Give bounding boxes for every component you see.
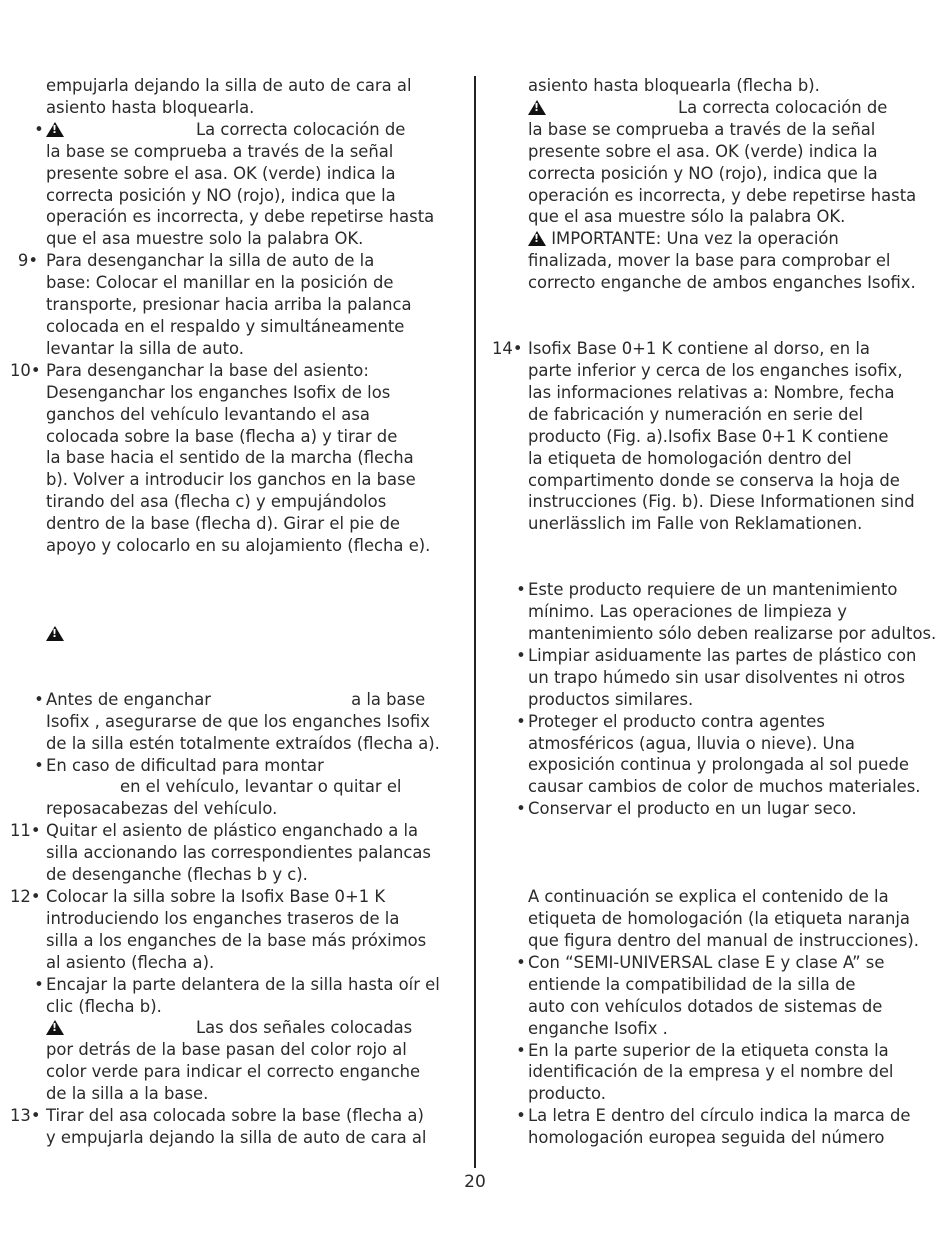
step-number: 14 (492, 339, 513, 359)
bullet-front-part: • Encajar la parte delantera de la silla hasta oír el clic (flecha b). (34, 974, 440, 1016)
bullet: • (516, 711, 526, 731)
step-13: 13• Tirar del asa colocada sobre la base (flecha a) y empujarla dejando la silla de auto de cara al (10, 1106, 427, 1147)
bullet: • (34, 755, 44, 775)
warning-icon (46, 626, 64, 641)
bullet: • (34, 689, 44, 709)
bullet: • (34, 119, 44, 139)
maintenance-item: • Este producto requiere de un mantenimiento mínimo. Las operaciones de limpieza y mantenimiento sólo deben realizarse por adultos. (516, 580, 937, 644)
step-10: 10• Para desenganchar la base del asiento: Desenganchar los enganches Isofix de los ganchos del vehículo levantando el asa colocada sobre la base (flecha a) y tirar de la base hacia el sentido de la marcha (flecha b). Volver a introducir los ganchos en la base tirando del asa (flecha c) y empujándolos dentro de la base (flecha d). Girar el pie de apoyo y colocarlo en su alojamiento (flecha e). (10, 360, 431, 556)
warning-icon (528, 231, 546, 246)
continued-paragraph: empujarla dejando la silla de auto de cara al asiento hasta bloquearla. (46, 76, 412, 117)
bullet: • (516, 580, 526, 600)
warning-icon (528, 100, 546, 115)
column-divider (474, 76, 476, 1168)
warning-icon (46, 1020, 64, 1035)
step-number: 9 (17, 251, 29, 271)
step-number: 10 (10, 360, 31, 380)
warning-signals: !Las dos señales colocadas por detrás de la base pasan del color rojo al color verde para indicar el correcto enganche de la silla a la base. (10, 1017, 460, 1105)
homologation-item: • Con “SEMI-UNIVERSAL clase E y clase A” se entiende la compatibilidad de la silla de auto con vehículos dotados de sistemas de enganche Isofix . (516, 952, 885, 1038)
bullet: • (516, 1106, 526, 1126)
homologation-intro: A continuación se explica el contenido de la etiqueta de homologación (la etiqueta naranja que figura dentro del manual de instrucciones). (528, 887, 919, 950)
warning-heading (10, 623, 460, 645)
bullet: • (516, 799, 526, 819)
step-number: 12 (10, 887, 31, 906)
bullet-difficulty: • En caso de dificultad para montar en el vehículo, levantar o quitar el reposacabezas del vehículo. (34, 755, 402, 819)
bullet: • (516, 645, 526, 665)
step-11: 11• Quitar el asiento de plástico enganchado a la silla accionando las correspondientes palancas de desenganche (flechas b y c). (10, 821, 431, 885)
right-column (492, 75, 942, 1149)
bullet: • (34, 974, 44, 994)
step-number: 13 (10, 1106, 31, 1126)
warning-base-check: • ! La correcta colocación de la base se comprueba a través de la señal presente sobre el asa. OK (verde) indica la correcta posición y NO (rojo), indica que la operación es incorrecta, y debe repetirse hasta que el asa muestre solo la palabra OK. (10, 119, 460, 250)
step-9: 9• Para desenganchar la silla de auto de la base: Colocar el manillar en la posición de transporte, presionar hacia arriba la palanca colocada en el respaldo y simultáneamente levantar la silla de auto. (17, 251, 412, 358)
bullet: • (516, 1040, 526, 1060)
maintenance-item: • Proteger el producto contra agentes atmosféricos (agua, lluvia o nieve). Una exposición continua y prolongada al sol puede causar cambios de color de muchos materiales. (516, 711, 921, 797)
maintenance-item: • Conservar el producto en un lugar seco. (516, 799, 857, 819)
page-number: 20 (464, 1172, 486, 1192)
continued-step-13: asiento hasta bloquearla (flecha b). !La correcta colocación de la base se comprueba a través de la señal presente sobre el asa. OK (verde) indica la correcta posición y NO (rojo), indica que la operación es incorrecta, y debe repetirse hasta que el asa muestre sólo la palabra OK. ! IMPORTANTE: Una vez la operación finalizada, mover la base para comprobar el correcto enganche de ambos enganches Isofix. (492, 75, 942, 294)
step-14: 14• Isofix Base 0+1 K contiene al dorso, en la parte inferior y cerca de los enganches isofix, las informaciones relativas a: Nombre, fecha de fabricación y numeración en serie del producto (Fig. a).Isofix Base 0+1 K contiene la etiqueta de homologación dentro del compartimento donde se conserva la hoja de instrucciones (Fig. b). Diese Informationen sind unerlässlich im Falle von Reklamationen. (492, 339, 915, 534)
step-12: 12• Colocar la silla sobre la Isofix Base 0+1 K introduciendo los enganches traseros de la silla a los enganches de la base más próximos al asiento (flecha a). (10, 887, 427, 972)
step-number: 11 (10, 821, 31, 841)
bullet: • (516, 952, 526, 972)
left-column (10, 75, 460, 1149)
maintenance-item: • Limpiar asiduamente las partes de plástico con un trapo húmedo sin usar disolventes ni otros productos similares. (516, 645, 917, 709)
bullet-before-hooking: • Antes de enganchar a la base Isofix , asegurarse de que los enganches Isofix de la silla estén totalmente extraídos (flecha a). (34, 689, 440, 753)
warning-icon (46, 122, 64, 137)
homologation-item: • En la parte superior de la etiqueta consta la identificación de la empresa y el nombre del producto. (516, 1040, 894, 1104)
homologation-item: • La letra E dentro del círculo indica la marca de homologación europea seguida del número (516, 1106, 911, 1148)
